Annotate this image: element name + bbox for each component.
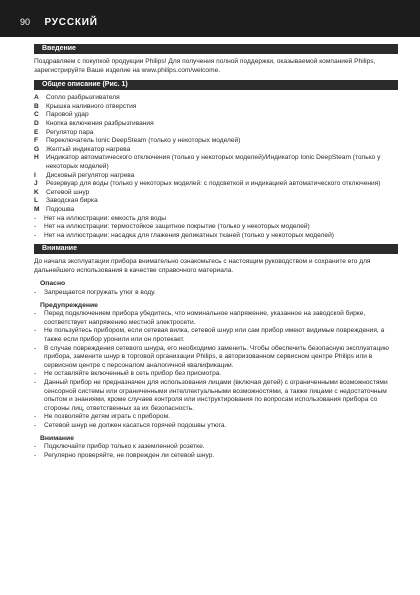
bullet-item [34, 289, 398, 298]
bullet-text: Не позволяйте детям играть с прибором. [44, 413, 170, 421]
bullet-dash: - [34, 370, 37, 378]
bullet-text: Не оставляйте включенный в сеть прибор без присмотра. [44, 370, 222, 378]
bullet-item [34, 379, 398, 413]
section-heading-attention: Внимание [34, 244, 398, 254]
part-description: Кнопка включения разбрызгивания [46, 119, 154, 127]
page-content [34, 44, 398, 460]
part-description: Сопло разбрызгивателя [46, 94, 120, 102]
bullet-text: В случае повреждения сетевого шнура, его необходимо заменить. Чтобы обеспечить безопасную эксплуатацию прибора, замените шнур в торговой организации Philips, в авторизованном сервисном центре Philips или в сервисном центре с персоналом аналогичной квалификации. [44, 344, 389, 369]
bullet-text: Перед подключением прибора убедитесь, что номинальное напряжение, указанное на заводской бирке, соответствует напряжению местной электросети. [44, 310, 366, 326]
bullet-item [34, 370, 398, 379]
bullet-dash: - [34, 223, 37, 231]
bullet-text: Нет на иллюстрации: термостойкое защитное покрытие (только у некоторых моделей) [44, 223, 310, 231]
part-letter: L [34, 197, 39, 205]
part-row [34, 172, 398, 181]
part-description: Индикатор автоматического отключения (только у некоторых моделей)/Индикатор Ionic DeepSteam (только у некоторых моделей) [46, 154, 381, 170]
bullet-item [34, 223, 398, 232]
warning-heading: Предупреждение [40, 301, 98, 309]
part-letter: A [34, 94, 39, 102]
bullet-item [34, 413, 398, 422]
part-letter: G [34, 145, 40, 153]
bullet-dash: - [34, 451, 37, 459]
part-letter: B [34, 102, 39, 110]
bullet-text: Не пользуйтесь прибором, если сетевая вилка, сетевой шнур или сам прибор имеют видимые повреждения, а также если прибор уронили или он протекает. [44, 327, 385, 344]
part-description: Регулятор пара [46, 128, 94, 136]
page-number: 90 [20, 17, 31, 27]
bullet-item [34, 443, 398, 452]
bullet-text: Нет на иллюстрации: емкость для воды [44, 214, 167, 222]
bullet-item [34, 232, 398, 241]
part-letter: E [34, 128, 39, 136]
bullet-item [34, 422, 398, 431]
part-row [34, 180, 398, 189]
language-title: РУССКИЙ [44, 17, 98, 28]
part-description: Резервуар для воды (только у некоторых моделей: с подсветкой и индикацией автоматического отключения) [46, 180, 381, 188]
bullet-item [34, 452, 398, 461]
part-letter: H [34, 154, 39, 162]
part-letter: C [34, 111, 39, 119]
part-description: Заводская бирка [46, 197, 98, 205]
caution-list [34, 443, 398, 460]
bullet-dash: - [34, 443, 37, 451]
part-letter: M [34, 205, 40, 213]
part-description: Дисковый регулятор нагрева [46, 171, 135, 179]
bullet-item [34, 345, 398, 371]
section-heading-introduction: Введение [34, 44, 398, 54]
bullet-text: Нет на иллюстрации: насадка для глажения деликатных тканей (только у некоторых моделей) [44, 231, 334, 239]
part-row [34, 137, 398, 146]
part-description: Желтый индикатор нагрева [46, 145, 131, 153]
part-row [34, 197, 398, 206]
bullet-dash: - [34, 214, 37, 222]
bullet-dash: - [34, 379, 37, 386]
introduction-text: Поздравляем с покупкой продукции Philips! Для получения полной поддержки, оказываемой компанией Philips, зарегистрируйте Ваше изделие на www.philips.com/welcome. [34, 58, 376, 74]
overview-list [34, 94, 398, 214]
part-description: Паровой удар [46, 111, 89, 119]
bullet-text: Запрещается погружать утюг в воду. [44, 289, 156, 297]
bullet-text: Данный прибор не предназначен для использования лицами (включая детей) с ограниченными возможностями сенсорной системы или ограниченными интеллектуальными возможностями, а также лицами с недостаточным опытом и знаниями, кроме случаев контроля или инструктирования по вопросам использования прибора со стороны лиц, ответственных за их безопасность. [44, 379, 388, 412]
section-heading-overview: Общее описание (Рис. 1) [34, 80, 398, 90]
attention-intro: До начала эксплуатации прибора внимательно ознакомьтесь с настоящим руководством и сохраните его для дальнейшего использования в качестве справочного материала. [34, 258, 371, 274]
bullet-dash: - [34, 310, 37, 318]
part-letter: K [34, 188, 39, 196]
part-letter: I [34, 171, 36, 179]
bullet-text: Подключайте прибор только к заземленной розетке. [44, 443, 205, 451]
caution-heading: Внимание [40, 434, 74, 442]
bullet-dash: - [34, 231, 37, 239]
part-description: Крышка наливного отверстия [46, 102, 137, 110]
part-row [34, 129, 398, 138]
bullet-dash: - [34, 327, 37, 335]
part-row [34, 206, 398, 215]
warning-list [34, 310, 398, 430]
part-description: Подошва [46, 205, 75, 213]
bullet-text: Регулярно проверяйте, не поврежден ли сетевой шнур. [44, 451, 215, 459]
bullet-item [34, 310, 398, 327]
bullet-text: Сетевой шнур не должен касаться горячей подошвы утюга. [44, 421, 227, 429]
part-letter: D [34, 119, 39, 127]
part-letter: J [34, 180, 38, 188]
bullet-dash: - [34, 344, 37, 352]
bullet-dash: - [34, 421, 37, 429]
part-row [34, 120, 398, 129]
part-letter: F [34, 137, 39, 145]
danger-heading: Опасно [40, 280, 66, 288]
bullet-dash: - [34, 413, 37, 421]
bullet-item [34, 327, 398, 344]
part-row [34, 111, 398, 120]
danger-list [34, 289, 398, 298]
page-header [0, 0, 420, 37]
part-description: Сетевой шнур [46, 188, 90, 196]
part-row [34, 94, 398, 103]
part-row [34, 154, 398, 171]
part-description: Переключатель Ionic DeepSteam (только у некоторых моделей) [46, 137, 241, 145]
overview-notes [34, 215, 398, 241]
bullet-dash: - [34, 289, 37, 297]
bullet-item [34, 215, 398, 224]
